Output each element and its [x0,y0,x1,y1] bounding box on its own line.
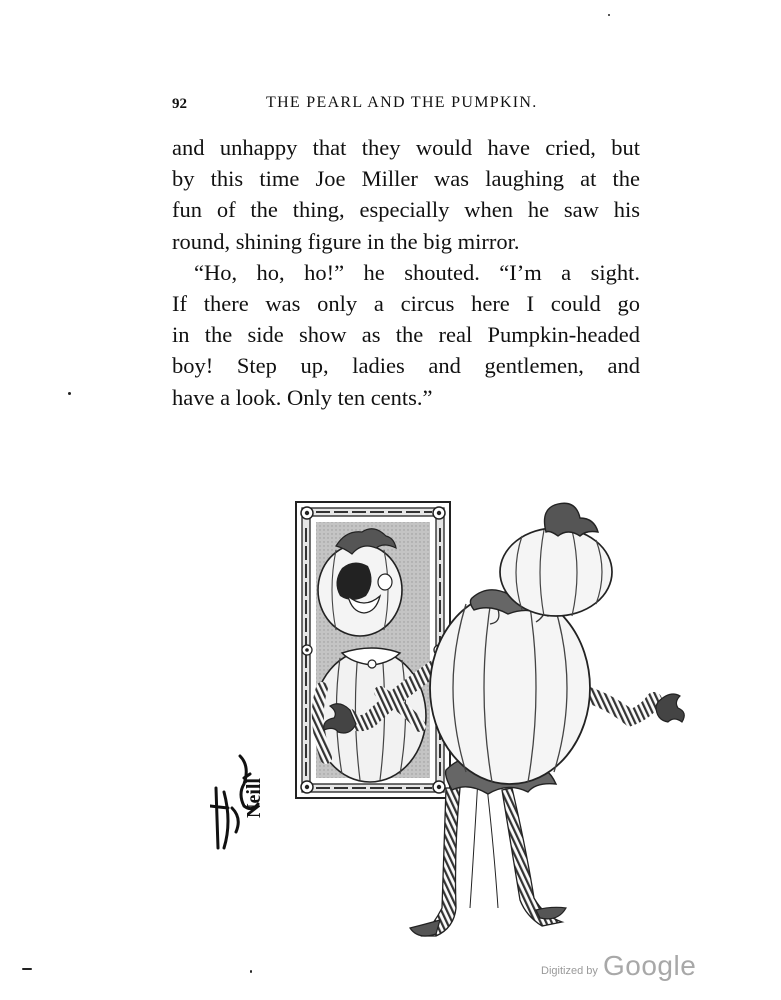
text-line: “Ho, ho, ho!” he shouted. “I’m a sight. [194,259,640,285]
watermark-prefix: Digitized by [541,965,598,977]
running-title: THE PEARL AND THE PUMPKIN. [266,94,538,111]
text-line: fun of the thing, especially when he saw his [172,197,640,223]
scan-speck [250,970,252,973]
scan-speck [608,14,610,16]
signature-text: Neill [243,778,265,818]
text-line: have a look. Only ten cents.” [172,384,433,410]
page-number: 92 [172,96,187,112]
digitized-watermark [541,952,711,984]
google-logo: Google [603,950,697,981]
text-line: round, shining figure in the big mirror. [172,228,520,254]
scan-speck [22,968,32,970]
illustration [210,488,700,958]
artist-signature [210,756,265,848]
body-text [172,132,640,413]
text-line: boy! Step up, ladies and gentlemen, and [172,353,640,379]
text-line: If there was only a circus here I could go [172,290,640,316]
text-line: and unhappy that they would have cried, but [172,135,640,160]
text-line: by this time Joe Miller was laughing at the [172,166,640,192]
text-line: in the side show as the real Pumpkin-headed [172,322,640,348]
pumpkin-boy-mirror-drawing [210,488,700,958]
page-header [172,94,642,118]
scan-speck [68,392,71,395]
